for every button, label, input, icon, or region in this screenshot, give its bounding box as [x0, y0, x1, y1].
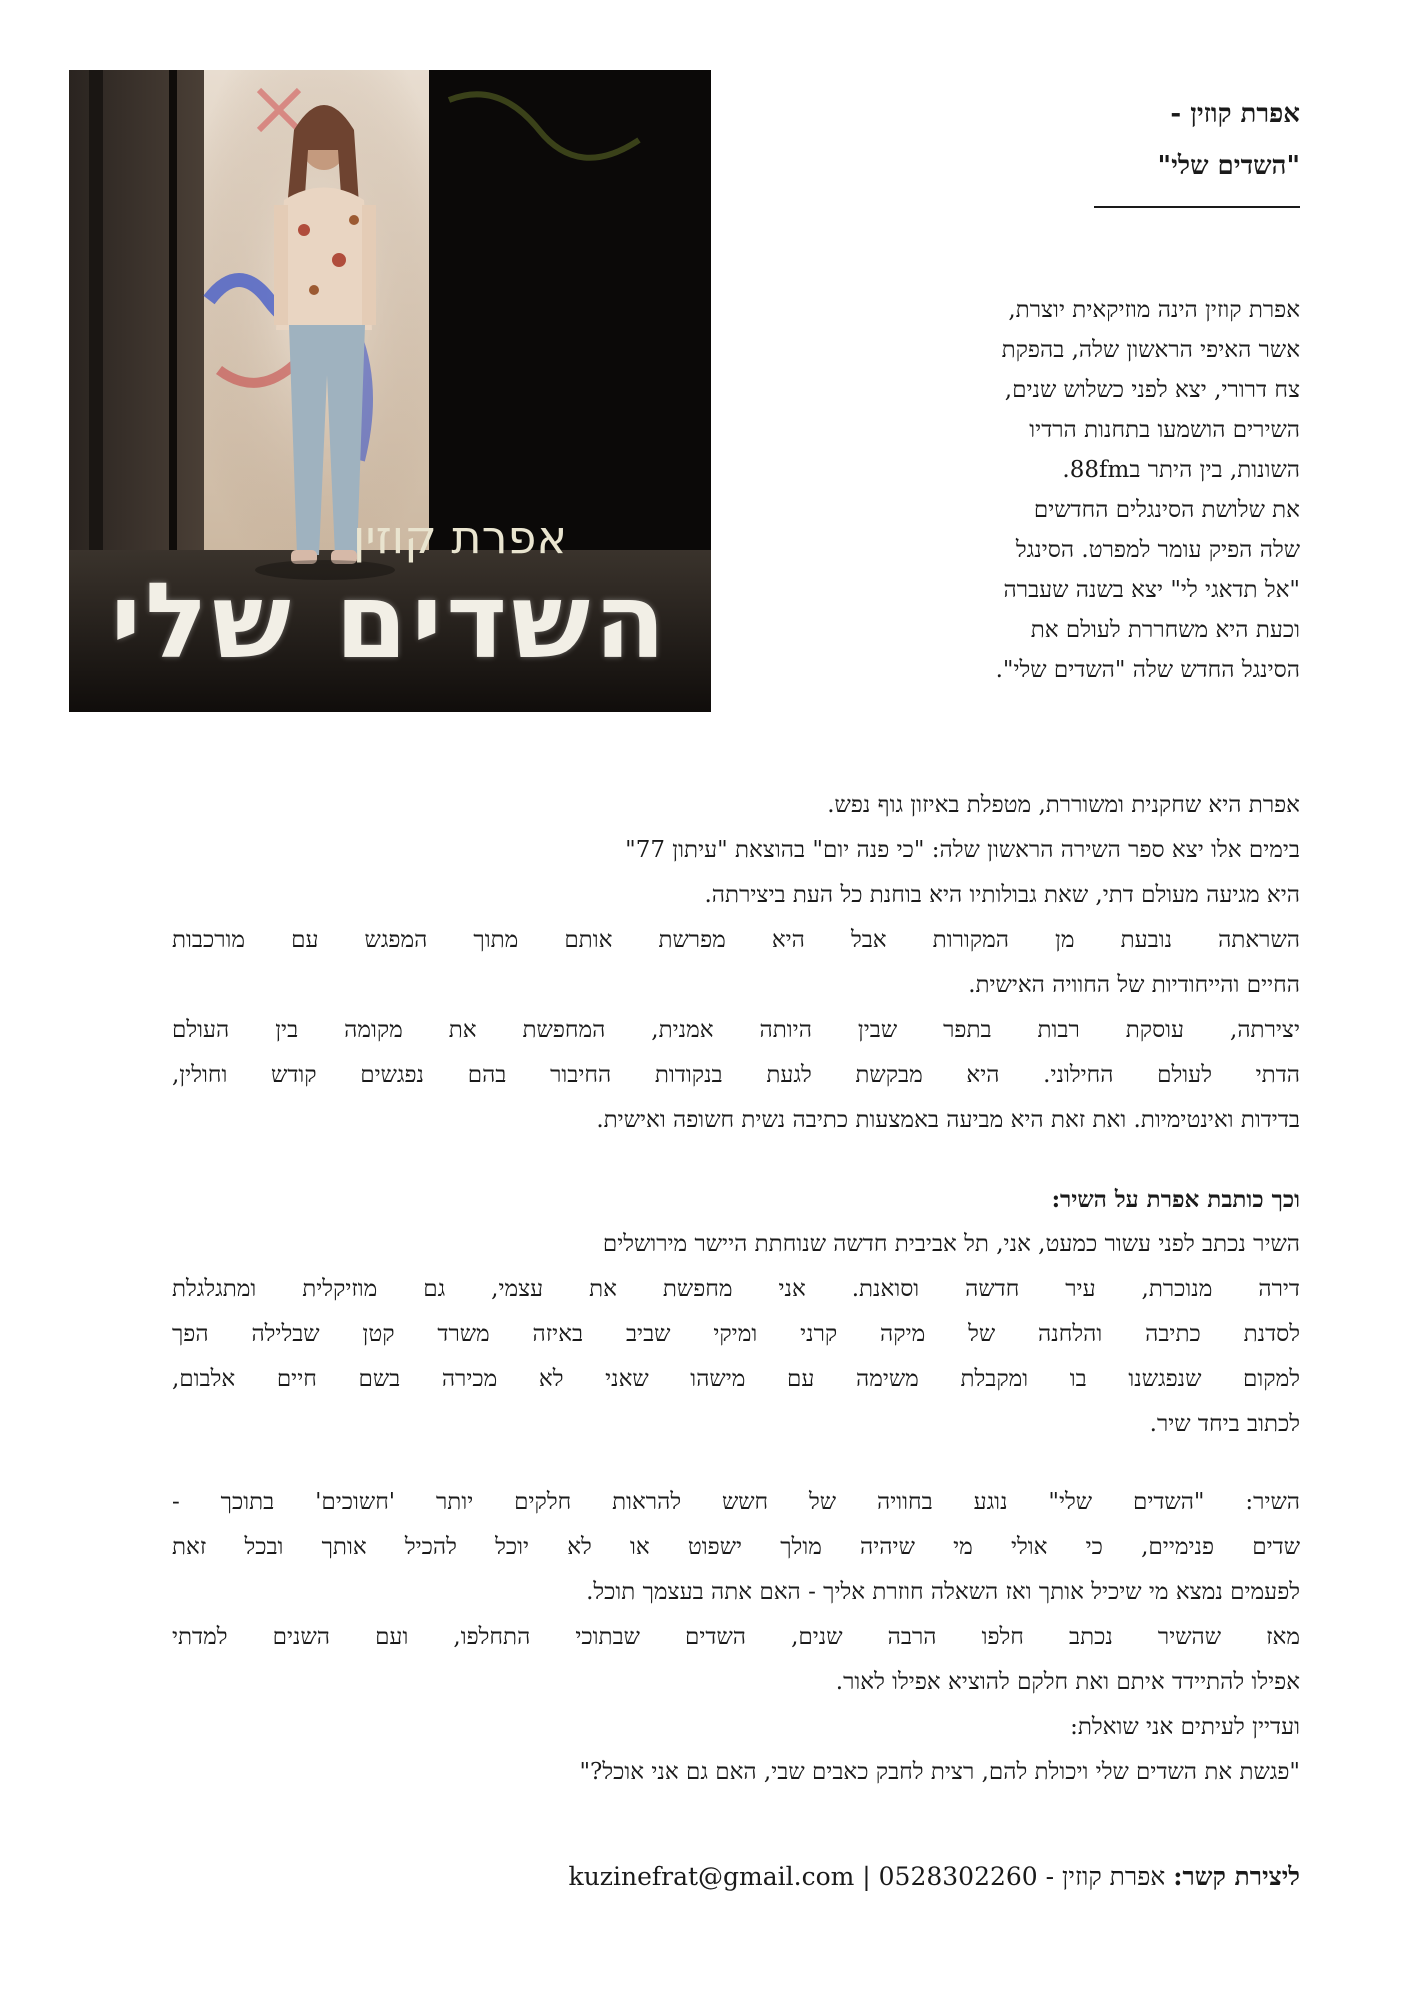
intro-line: אשר האיפי הראשון שלה, בהפקת: [1001, 337, 1300, 363]
header-divider: [1094, 206, 1300, 208]
song-story-line: השיר נכתב לפני עשור כמעט, אני, תל אביבית חדשה שנוחתת היישר מירושלים: [602, 1231, 1300, 1257]
song-meaning-line: מאז שהשיר נכתב חלפו הרבה שנים, השדים שבתוכי התחלפו, ועם השנים למדתי: [172, 1624, 1300, 1650]
bio-line: החיים והייחודיות של החוויה האישית.: [968, 972, 1300, 998]
cover-artist-name: אפרת קוזין: [352, 510, 568, 564]
contact-line: [569, 1862, 1300, 1892]
press-release-header: [880, 88, 1300, 192]
header-artist: אפרת קוזין -: [1170, 99, 1300, 129]
song-meaning-line: לפעמים נמצא מי שיכיל אותך ואז השאלה חוזרת אליך - האם אתה בעצמך תוכל.: [586, 1579, 1300, 1605]
cover-song-title: השדים שלי: [110, 560, 670, 682]
song-meaning-section: [172, 1480, 1300, 1795]
bio-line: יצירתה, עוסקת רבות בתפר שבין היותה אמנית, המחפשת את מקומה בין העולם: [172, 1017, 1300, 1043]
song-meaning-line: ועדיין לעיתים אני שואלת:: [1070, 1714, 1300, 1740]
contact-details[interactable]: אפרת קוזין - 0528302260 | kuzinefrat@gmail.com: [568, 1862, 1166, 1891]
intro-line: את שלושת הסינגלים החדשים: [1033, 497, 1300, 523]
song-story-line: לסדנת כתיבה והלחנה של מיקה קרני ומיקי שביב באיזה משרד קטן שבלילה הפך: [172, 1321, 1300, 1347]
intro-line: השירים הושמעו בתחנות הרדיו: [1029, 417, 1300, 443]
bio-line: בדידות ואינטימיות. ואת זאת היא מביעה באמצעות כתיבה נשית חשופה ואישית.: [596, 1107, 1300, 1133]
song-story-line: דירה מנוכרת, עיר חדשה וסואנת. אני מחפשת את עצמי, גם מוזיקלית ומתגלגלת: [172, 1276, 1300, 1302]
song-story-line: למקום שנפגשנו בו ומקבלת משימה עם מישהו שאני לא מכירה בשם חיים אלבום,: [172, 1366, 1300, 1392]
bio-line: אפרת היא שחקנית ומשוררת, מטפלת באיזון גוף נפש.: [827, 792, 1300, 818]
bio-line: השראתה נובעת מן המקורות אבל היא מפרשת אותם מתוך המפגש עם מורכבות: [172, 927, 1300, 953]
intro-line: השונות, בין היתר ב88fm.: [1062, 457, 1300, 483]
contact-label: ליצירת קשר:: [1173, 1862, 1300, 1891]
bio-line: הדתי לעולם החילוני. היא מבקשת לגעת בנקודות החיבור בהם נפגשים קודש וחולין,: [172, 1062, 1300, 1088]
intro-line: "אל תדאגי לי" יצא בשנה שעברה: [1003, 577, 1300, 603]
song-meaning-line: "פגשת את השדים שלי ויכולת להם, רצית לחבק כאבים שבי, האם גם אני אוכל?": [579, 1759, 1300, 1785]
song-meaning-line: אפילו להתיידד איתם ואת חלקם להוציא אפילו לאור.: [835, 1669, 1300, 1695]
song-story-section: [172, 1177, 1300, 1447]
header-song-title: "השדים שלי": [1157, 151, 1300, 181]
song-meaning-line: השיר: "השדים שלי" נוגע בחוויה של חשש להראות חלקים יותר 'חשוכים' בתוכך -: [172, 1489, 1300, 1515]
bio-paragraph: [172, 783, 1300, 1143]
intro-line: צח דרורי, יצא לפני כשלוש שנים,: [1004, 377, 1300, 403]
album-cover: [69, 70, 711, 712]
bio-line: בימים אלו יצא ספר השירה הראשון שלה: "כי פנה יום" בהוצאת "עיתון 77": [625, 837, 1300, 863]
intro-line: וכעת היא משחררת לעולם את: [1030, 617, 1300, 643]
bio-line: היא מגיעה מעולם דתי, שאת גבולותיו היא בוחנת כל העת ביצירתה.: [704, 882, 1300, 908]
intro-line: אפרת קוזין הינה מוזיקאית יוצרת,: [1008, 297, 1300, 323]
song-story-heading: וכך כותבת אפרת על השיר:: [1051, 1186, 1300, 1213]
intro-line: הסינגל החדש שלה "השדים שלי".: [995, 657, 1300, 683]
intro-paragraph: [780, 290, 1300, 690]
song-meaning-line: שדים פנימיים, כי אולי מי שיהיה מולך ישפוט או לא יוכל להכיל אותך ובכל זאת: [172, 1534, 1300, 1560]
song-story-line: לכתוב ביחד שיר.: [1149, 1411, 1300, 1437]
intro-line: שלה הפיק עומר למפרט. הסינגל: [1015, 537, 1300, 563]
